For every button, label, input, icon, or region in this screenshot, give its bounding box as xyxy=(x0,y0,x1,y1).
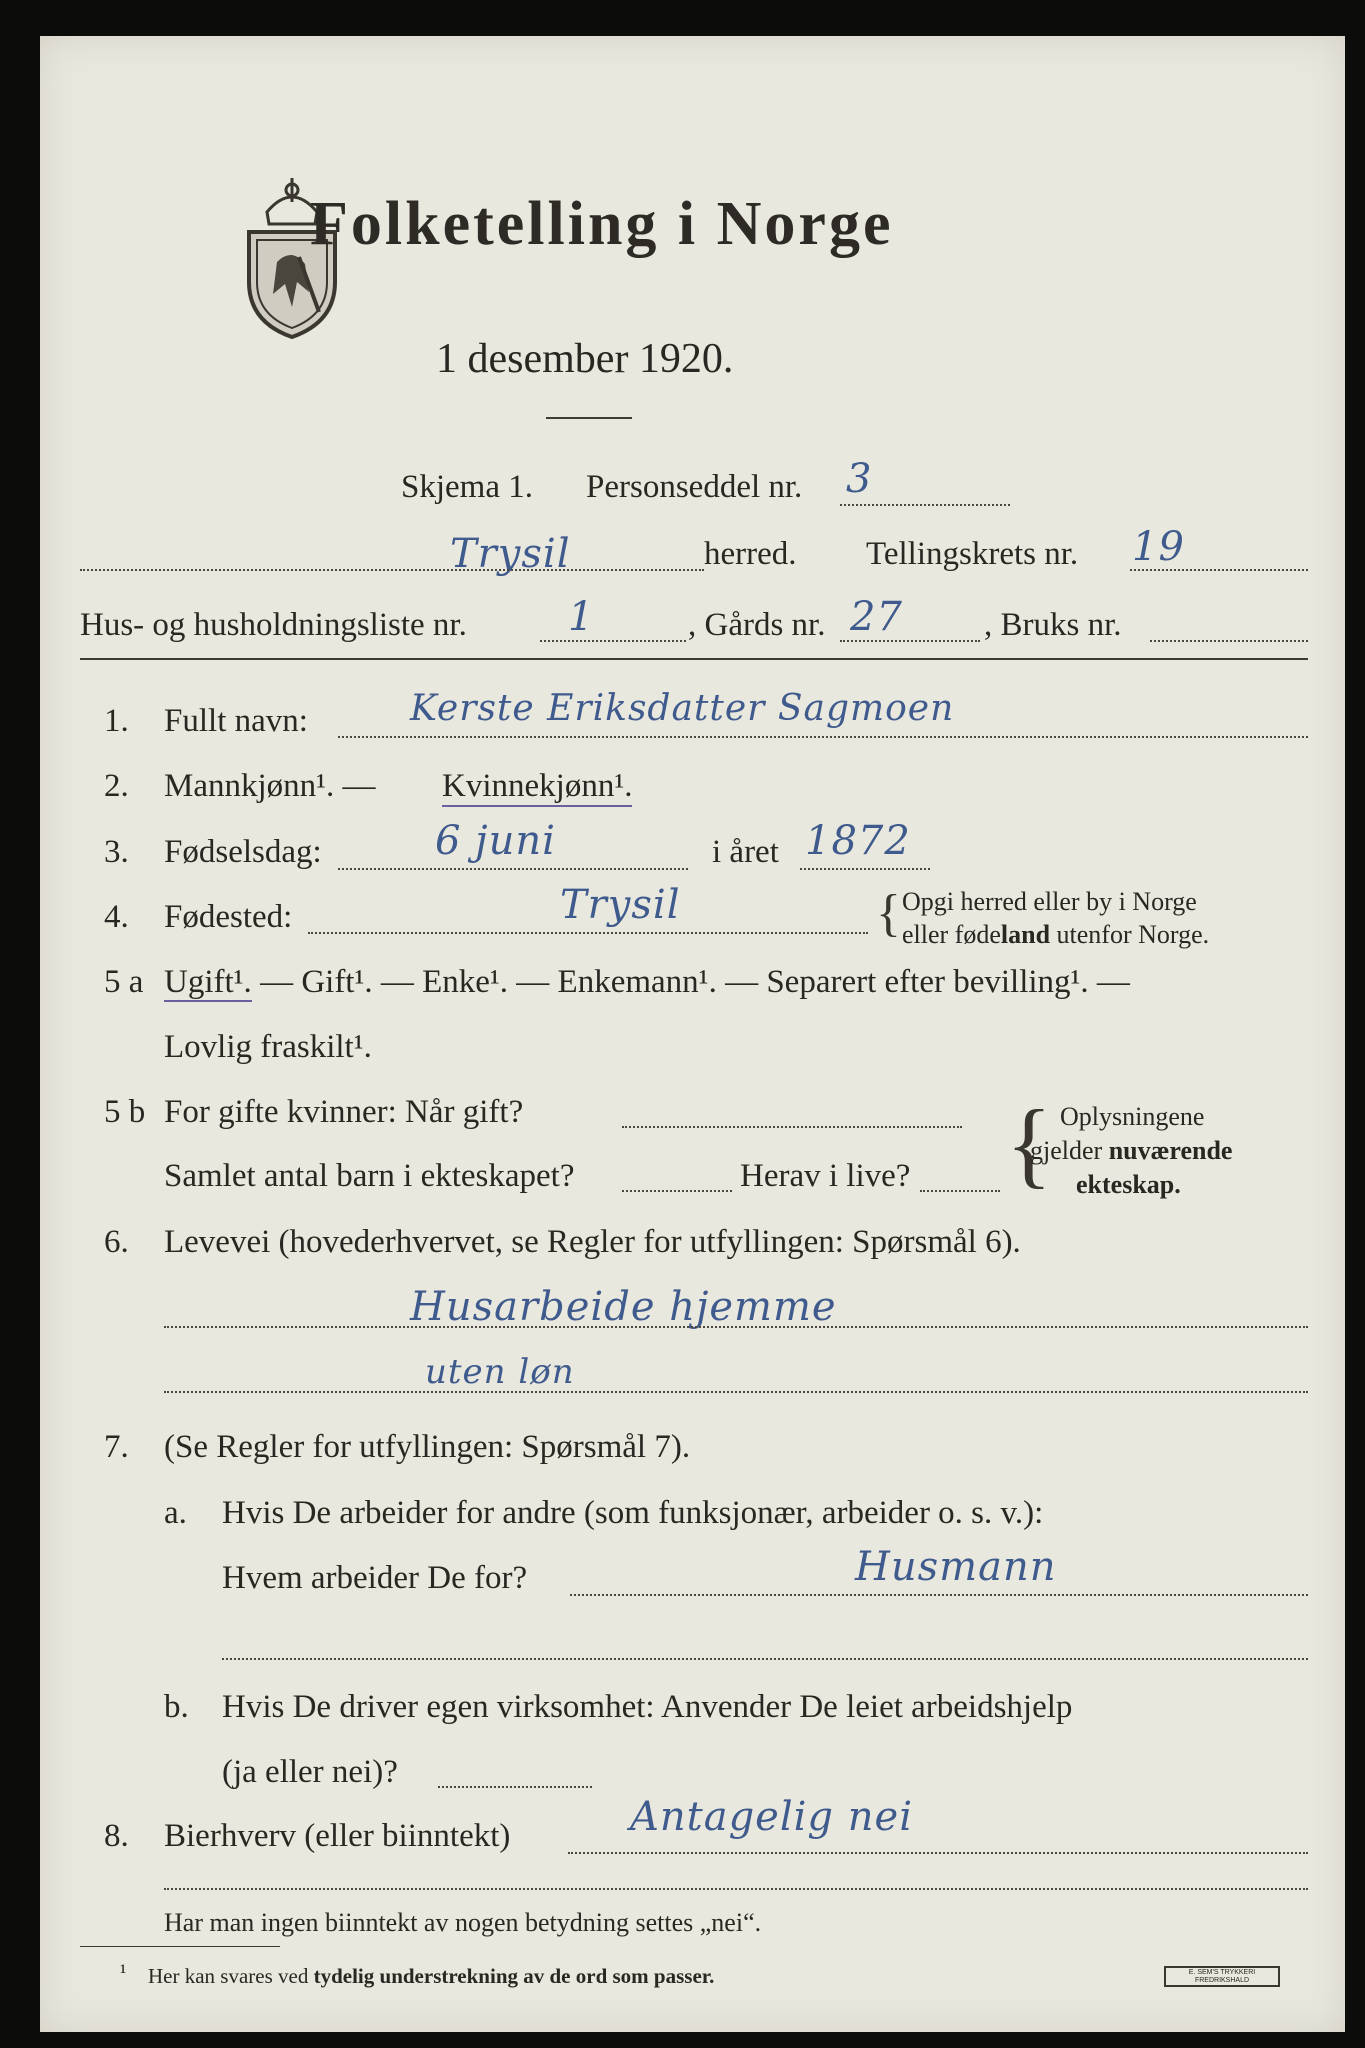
gards-value: 27 xyxy=(850,594,903,640)
header-rule xyxy=(80,658,1308,660)
q1-label: Fullt navn: xyxy=(164,703,308,739)
husliste-value: 1 xyxy=(568,594,595,640)
q7a-letter: a. xyxy=(164,1495,187,1531)
q5a-ugift: Ugift¹. xyxy=(164,964,252,1000)
q3-year-label: i året xyxy=(712,834,779,870)
q7a-line1: Hvis De arbeider for andre (som funksjonær, arbeider o. s. v.): xyxy=(222,1495,1044,1531)
q1-number: 1. xyxy=(104,703,129,739)
footnote-rule xyxy=(80,1946,280,1947)
form-date: 1 desember 1920. xyxy=(436,336,734,382)
q4-label: Fødested: xyxy=(164,899,293,935)
census-form xyxy=(40,36,1345,2032)
personseddel-dotted-line xyxy=(840,504,1010,506)
q5b-note-line2: gjelder nuværende xyxy=(1030,1136,1233,1165)
printer-stamp: E. SEM'S TRYKKERI FREDRIKSHALD xyxy=(1164,1966,1280,1987)
q7a-extra-dotted-line xyxy=(222,1658,1308,1660)
q5a-options: Ugift¹. — Gift¹. — Enke¹. — Enkemann¹. — Separert efter bevilling¹. — xyxy=(164,964,1130,1000)
q5b-line1: For gifte kvinner: Når gift? xyxy=(164,1094,524,1130)
q1-full-name: Kerste Eriksdatter Sagmoen xyxy=(410,688,955,729)
q1-dotted-line xyxy=(338,736,1308,738)
q5b-alive-dotted-line xyxy=(920,1190,1000,1192)
q7b-line1: Hvis De driver egen virksomhet: Anvender De leiet arbeidshjelp xyxy=(222,1689,1073,1725)
q5b-number: 5 b xyxy=(104,1094,146,1130)
footnote-mark: ¹ xyxy=(120,1960,127,1984)
q5b-note-line3: ekteskap. xyxy=(1076,1170,1181,1199)
form-title: Folketelling i Norge xyxy=(310,190,894,258)
q3-birth-day: 6 juni xyxy=(435,818,556,864)
q2-male-label: Mannkjønn¹. — xyxy=(164,768,376,804)
q6-label: Levevei (hovederhvervet, se Regler for utfyllingen: Spørsmål 6). xyxy=(164,1224,1021,1260)
herred-dotted-line xyxy=(80,569,704,571)
q7b-dotted-line xyxy=(438,1786,592,1788)
q7b-line2: (ja eller nei)? xyxy=(222,1754,398,1790)
footnote-text: Her kan svares ved tydelig understrekning av de ord som passer. xyxy=(148,1964,715,1988)
bruks-label: , Bruks nr. xyxy=(984,607,1122,643)
q4-number: 4. xyxy=(104,899,129,935)
q7a-dotted-line xyxy=(570,1594,1308,1596)
q6-number: 6. xyxy=(104,1224,129,1260)
tellingskrets-label: Tellingskrets nr. xyxy=(866,536,1079,572)
husliste-label: Hus- og husholdningsliste nr. xyxy=(80,607,467,643)
q3-day-dotted-line xyxy=(338,868,688,870)
personseddel-value: 3 xyxy=(846,456,873,502)
herred-value: Trysil xyxy=(450,531,571,577)
q6-occupation-line2: uten løn xyxy=(425,1352,575,1392)
q3-number: 3. xyxy=(104,834,129,870)
footer-note: Har man ingen biinntekt av nogen betydning settes „nei“. xyxy=(164,1908,762,1937)
q5b-children-label: Samlet antal barn i ekteskapet? xyxy=(164,1158,575,1194)
q5b-note-line1: Oplysningene xyxy=(1060,1102,1205,1131)
q7a-line2: Hvem arbeider De for? xyxy=(222,1560,528,1596)
q2-female-label: Kvinnekjønn¹. xyxy=(442,768,632,807)
q3-birth-year: 1872 xyxy=(805,818,911,864)
skjema-label: Skjema 1. xyxy=(401,469,533,505)
gards-dotted-line xyxy=(840,640,980,642)
gards-label: , Gårds nr. xyxy=(688,607,826,643)
q8-label: Bierhverv (eller biinntekt) xyxy=(164,1818,511,1854)
q8-dotted-line xyxy=(568,1852,1308,1854)
husliste-dotted-line xyxy=(540,640,686,642)
q5a-number: 5 a xyxy=(104,964,144,1000)
q5b-married-dotted-line xyxy=(622,1126,962,1128)
q7-number: 7. xyxy=(104,1429,129,1465)
q5a-line2: Lovlig fraskilt¹. xyxy=(164,1029,372,1065)
q6-occupation-line1: Husarbeide hjemme xyxy=(410,1284,837,1330)
q6-dotted-line-2 xyxy=(164,1391,1308,1393)
q4-note-line2: eller fødeland utenfor Norge. xyxy=(902,920,1210,949)
q4-birthplace: Trysil xyxy=(560,882,681,928)
q3-year-dotted-line xyxy=(800,868,930,870)
personseddel-label: Personseddel nr. xyxy=(586,469,803,505)
q4-dotted-line xyxy=(308,932,868,934)
q8-side-income: Antagelig nei xyxy=(630,1794,913,1840)
q5b-children-dotted-line xyxy=(622,1190,732,1192)
bruks-dotted-line xyxy=(1150,640,1308,642)
tellingskrets-dotted-line xyxy=(1130,569,1308,571)
q5b-brace: { xyxy=(1006,1090,1053,1197)
q7b-letter: b. xyxy=(164,1689,189,1725)
q6-dotted-line-1 xyxy=(164,1326,1308,1328)
q5b-alive-label: Herav i live? xyxy=(740,1158,911,1194)
title-divider xyxy=(546,417,632,419)
q7-label: (Se Regler for utfyllingen: Spørsmål 7). xyxy=(164,1429,691,1465)
q8-extra-dotted-line xyxy=(164,1888,1308,1890)
tellingskrets-value: 19 xyxy=(1132,524,1185,570)
q8-number: 8. xyxy=(104,1818,129,1854)
herred-label: herred. xyxy=(704,536,797,572)
q3-label: Fødselsdag: xyxy=(164,834,322,870)
q4-brace: { xyxy=(876,885,901,942)
q4-note-line1: Opgi herred eller by i Norge xyxy=(902,887,1197,916)
q7a-employer: Husmann xyxy=(855,1544,1057,1590)
q2-number: 2. xyxy=(104,768,129,804)
